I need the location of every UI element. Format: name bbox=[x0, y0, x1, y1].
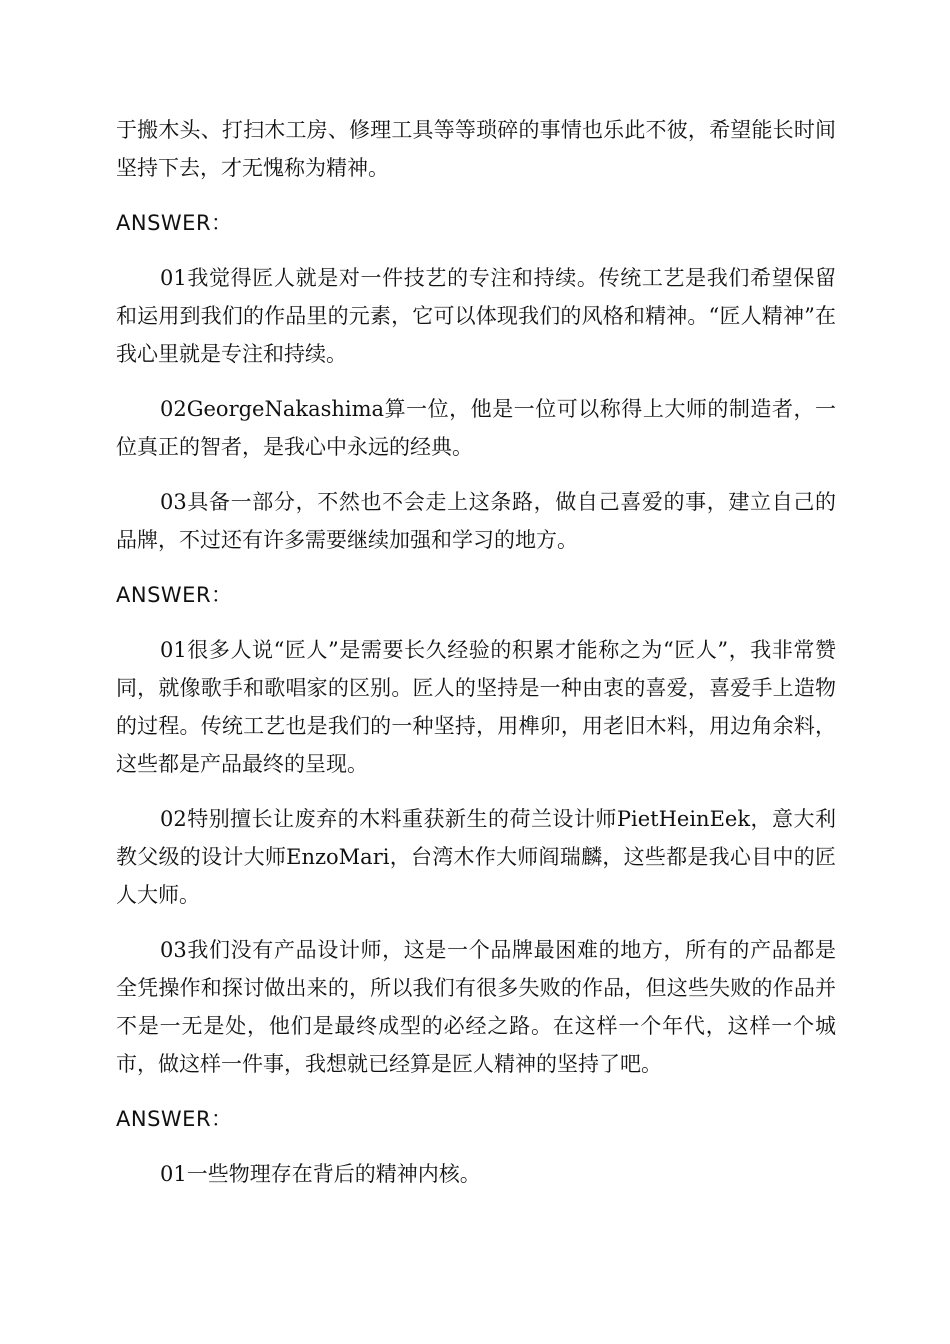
answer-3-item-01: 01一些物理存在背后的精神内核。 bbox=[160, 1162, 481, 1186]
answer-2-item-02: 02特别擅长让废弃的木料重获新生的荷兰设计师PietHeinEek，意大利教父级的设计大师EnzoMari，台湾木作大师阎瑞麟，这些都是我心目中的匠人大师。 bbox=[116, 807, 836, 907]
answer-heading-3: ANSWER： bbox=[116, 1107, 233, 1131]
answer-heading-1: ANSWER： bbox=[116, 211, 233, 235]
answer-1-item-01: 01我觉得匠人就是对一件技艺的专注和持续。传统工艺是我们希望保留和运用到我们的作品里的元素，它可以体现我们的风格和精神。“匠人精神”在我心里就是专注和持续。 bbox=[116, 266, 836, 366]
answer-2-item-01: 01很多人说“匠人”是需要长久经验的积累才能称之为“匠人”，我非常赞同，就像歌手和歌唱家的区别。匠人的坚持是一种由衷的喜爱，喜爱手上造物的过程。传统工艺也是我们的一种坚持，用榫卯，用老旧木料，用边角余料，这些都是产品最终的呈现。 bbox=[116, 638, 836, 776]
document-body bbox=[116, 111, 836, 1210]
answer-1-item-02: 02GeorgeNakashima算一位，他是一位可以称得上大师的制造者，一位真正的智者，是我心中永远的经典。 bbox=[116, 397, 836, 459]
answer-heading-2: ANSWER： bbox=[116, 583, 233, 607]
answer-2-item-03: 03我们没有产品设计师，这是一个品牌最困难的地方，所有的产品都是全凭操作和探讨做出来的，所以我们有很多失败的作品，但这些失败的作品并不是一无是处，他们是最终成型的必经之路。在这样一个年代，这样一个城市，做这样一件事，我想就已经算是匠人精神的坚持了吧。 bbox=[116, 938, 836, 1076]
answer-1-item-03: 03具备一部分，不然也不会走上这条路，做自己喜爱的事，建立自己的品牌，不过还有许多需要继续加强和学习的地方。 bbox=[116, 490, 836, 552]
paragraph-continuation: 于搬木头、打扫木工房、修理工具等等琐碎的事情也乐此不彼，希望能长时间坚持下去，才无愧称为精神。 bbox=[116, 118, 836, 180]
